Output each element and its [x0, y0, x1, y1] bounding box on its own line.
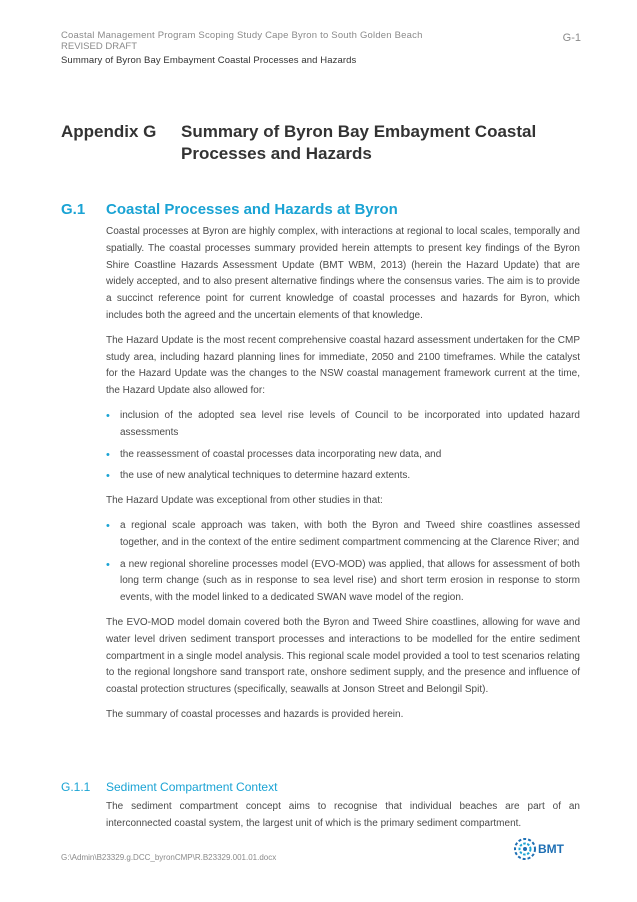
paragraph: The EVO-MOD model domain covered both the Byron and Tweed Shire coastlines, allowing for wave and water level driven sediment transport processes and interactions to be modelled for the entire sediment compartment in a single model analysis. This regional scale model provided a tool to test scenarios relating to the regional longshore sand transport rate, onshore sediment supply, and the presence and influence of coastal protection structures (specifically, seawalls at Jonson Street and Belongil Spit).: [106, 616, 580, 696]
page-number: G-1: [562, 32, 581, 44]
list-item: [106, 518, 580, 552]
list-item-text: the use of new analytical techniques to determine hazard extents.: [120, 470, 411, 482]
paragraph: The Hazard Update is the most recent comprehensive coastal hazard assessment undertaken for the CMP study area, including hazard planning lines for immediate, 2050 and 2100 timeframes. While the catalyst for the Hazard Update was the changes to the NSW coastal management framework current at the time, the Hazard Update also allowed for:: [106, 334, 580, 397]
list-item: [106, 468, 580, 485]
section-heading: [61, 201, 398, 218]
logo-text: BMT: [538, 842, 564, 856]
bullet-icon: •: [106, 558, 110, 571]
paragraph: The Hazard Update was exceptional from other studies in that:: [106, 495, 383, 507]
appendix-number: Appendix G: [61, 122, 157, 141]
paragraph: The summary of coastal processes and hazards is provided herein.: [106, 708, 404, 720]
list-item-text: the reassessment of coastal processes data incorporating new data, and: [120, 448, 442, 460]
bmt-logo-icon: [514, 838, 536, 860]
bullet-icon: •: [106, 519, 110, 532]
bullet-icon: •: [106, 409, 110, 422]
page-header: [61, 30, 581, 66]
bullet-icon: •: [106, 448, 110, 461]
subsection-heading: [61, 780, 277, 794]
list-item-text: inclusion of the adopted sea level rise levels of Council to be incorporated into updated hazard assessments: [120, 409, 580, 438]
subsection-title: Sediment Compartment Context: [106, 780, 278, 794]
header-document-title: Summary of Byron Bay Embayment Coastal Processes and Hazards: [61, 55, 357, 66]
list-item: [106, 447, 580, 464]
appendix-title: Summary of Byron Bay Embayment Coastal Processes and Hazards: [181, 122, 537, 163]
section-title: Coastal Processes and Hazards at Byron: [106, 201, 398, 218]
bullet-list: [106, 518, 580, 607]
bmt-logo: [514, 834, 574, 864]
bullet-list: [106, 408, 580, 485]
list-item-text: a regional scale approach was taken, with both the Byron and Tweed shire coastlines assessed together, and in the context of the entire sediment compartment commencing at the Clarence River; and: [120, 519, 580, 548]
subsection-body: [106, 799, 580, 833]
bullet-icon: •: [106, 470, 110, 483]
subsection-number: G.1.1: [61, 780, 91, 794]
paragraph: The sediment compartment concept aims to recognise that individual beaches are part of an interconnected coastal system, the largest unit of which is the primary sediment compartment.: [106, 801, 580, 829]
list-item: [106, 408, 580, 442]
list-item: [106, 557, 580, 607]
list-item-text: a new regional shoreline processes model (EVO-MOD) was applied, that allows for assessment of both long term change (such as in response to sea level rise) and short term erosion in response to storm events, with the model linked to a dedicated SWAN wave model of the region.: [120, 558, 580, 604]
header-project-title: Coastal Management Program Scoping Study Cape Byron to South Golden Beach: [61, 30, 423, 41]
footer-file-path: G:\Admin\B23329.g.DCC_byronCMP\R.B23329.001.01.docx: [61, 853, 277, 862]
section-body: [106, 224, 580, 732]
paragraph: Coastal processes at Byron are highly complex, with interactions at regional to local scales, temporally and spatially. The coastal processes summary provided herein attempts to present key findings of the Byron Shire Coastline Hazards Assessment Update (BMT WBM, 2013) (herein the Hazard Update) that are widely accepted, and to also present alternative findings where the consensus varies. The aim is to provide a succinct reference point for current knowledge of coastal processes and hazards for Byron, which includes both the agreed and the uncertain elements of that knowledge.: [106, 226, 580, 321]
header-draft-label: REVISED DRAFT: [61, 41, 138, 52]
section-number: G.1: [61, 201, 86, 218]
appendix-heading: [61, 121, 581, 165]
